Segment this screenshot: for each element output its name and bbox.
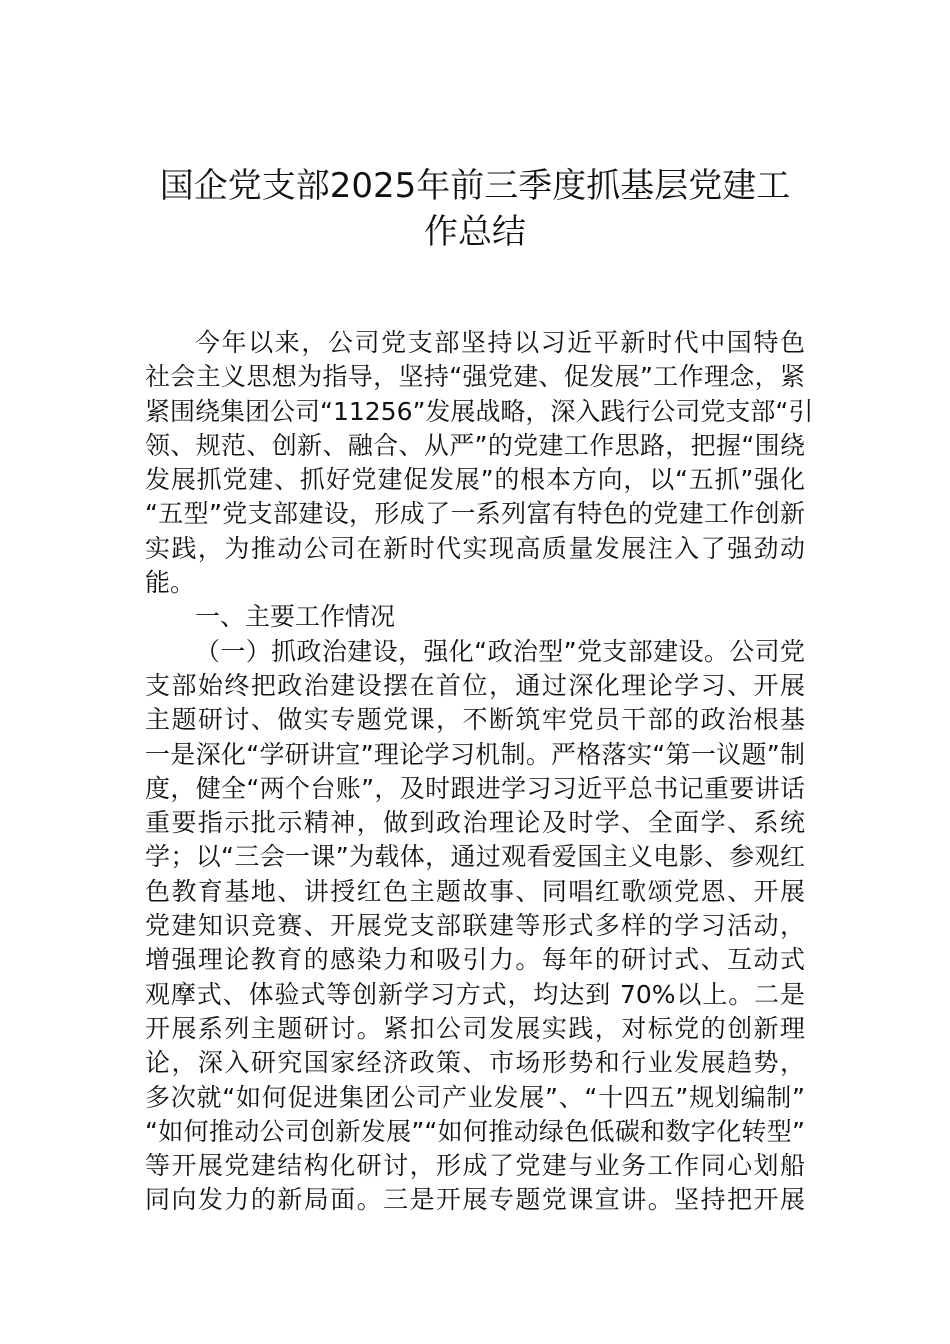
body-text-line: 发展抓党建、抓好党建促发展”的根本方向，以“五抓”强化 bbox=[145, 465, 805, 495]
body-text-line: 主题研讨、做实专题党课，不断筑牢党员干部的政治根基 bbox=[145, 705, 805, 735]
body-text-line: 紧围绕集团公司“11256”发展战略，深入践行公司党支部“引 bbox=[145, 396, 814, 426]
body-text-line: 今年以来，公司党支部坚持以习近平新时代中国特色 bbox=[195, 328, 805, 357]
body-text-line: 支部始终把政治建设摆在首位，通过深化理论学习、开展 bbox=[145, 670, 805, 700]
body-text-line: 色教育基地、讲授红色主题故事、同唱红歌颂党恩、开展 bbox=[145, 876, 805, 906]
body-text-line: 开展系列主题研讨。紧扣公司发展实践，对标党的创新理 bbox=[145, 1013, 805, 1043]
document-body bbox=[145, 326, 814, 1218]
body-text-line: 一是深化“学研讲宣”理论学习机制。严格落实“第一议题”制 bbox=[145, 739, 805, 769]
body-text-line: 多次就“如何促进集团公司产业发展”、“十四五”规划编制” bbox=[145, 1082, 805, 1112]
document-title-line-2: 作总结 bbox=[424, 212, 526, 252]
body-text-line: 论，深入研究国家经济政策、市场形势和行业发展趋势， bbox=[145, 1048, 805, 1078]
body-text-line: 度，健全“两个台账”，及时跟进学习习近平总书记重要讲话 bbox=[145, 773, 805, 803]
body-text-line: 增强理论教育的感染力和吸引力。每年的研讨式、互动式 bbox=[145, 945, 805, 975]
body-text-line: “如何推动公司创新发展”“如何推动绿色低碳和数字化转型” bbox=[145, 1116, 805, 1146]
body-text-line: 等开展党建结构化研讨，形成了党建与业务工作同心划船 bbox=[145, 1151, 805, 1181]
body-text-line: 学；以“三会一课”为载体，通过观看爱国主义电影、参观红 bbox=[145, 842, 805, 872]
section-heading: 一、主要工作情况 bbox=[195, 602, 396, 632]
body-text-line: 实践，为推动公司在新时代实现高质量发展注入了强劲动 bbox=[145, 533, 805, 563]
body-text-line: 重要指示批示精神，做到政治理论及时学、全面学、系统 bbox=[145, 808, 805, 838]
body-text-line: 同向发力的新局面。三是开展专题党课宣讲。坚持把开展 bbox=[145, 1185, 805, 1215]
body-text-line: （一）抓政治建设，强化“政治型”党支部建设。公司党 bbox=[195, 636, 805, 666]
body-text-line: 领、规范、创新、融合、从严”的党建工作思路，把握“围绕 bbox=[145, 430, 805, 460]
body-text-line: 党建知识竞赛、开展党支部联建等形式多样的学习活动， bbox=[145, 911, 805, 941]
body-text-line: 观摩式、体验式等创新学习方式，均达到 70%以上。二是 bbox=[145, 979, 805, 1009]
body-text-line: 能。 bbox=[145, 568, 196, 598]
body-text-line: 社会主义思想为指导，坚持“强党建、促发展”工作理念，紧 bbox=[145, 362, 805, 392]
body-text-line: “五型”党支部建设，形成了一系列富有特色的党建工作创新 bbox=[145, 499, 805, 529]
document-title-line-1: 国企党支部2025年前三季度抓基层党建工 bbox=[159, 166, 791, 206]
